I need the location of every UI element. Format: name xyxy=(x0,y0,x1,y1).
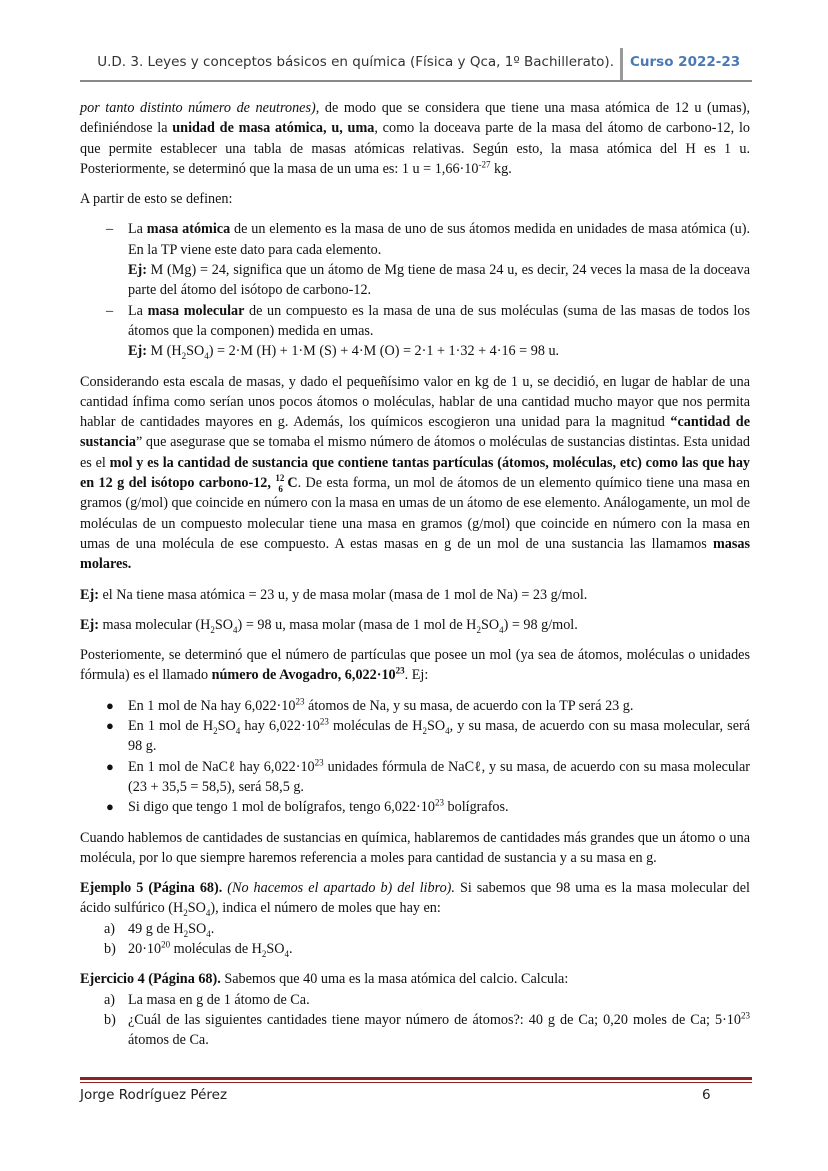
text-bold: masas molares. xyxy=(80,535,750,573)
avogadro-examples-list xyxy=(80,696,750,818)
text: Posteriomente, se determinó que el número de partículas que posee un mol (ya sea de átomos, moléculas o unidades fórmula) es el llamado xyxy=(80,647,750,684)
paragraph-summary: Cuando hablemos de cantidades de sustancias en química, hablaremos de cantidades más grandes que un átomo o una molécula, por lo que siempre haremos referencia a moles para cantidad de sustancia y a su masa en g. xyxy=(80,829,750,866)
text: La masa en g de 1 átomo de Ca. xyxy=(128,991,310,1008)
superscript: 20 xyxy=(161,939,171,950)
item-label: a) xyxy=(104,991,116,1008)
text: Sabemos que 40 uma es la masa atómica del calcio. Calcula: xyxy=(220,971,569,988)
superscript: 23 xyxy=(741,1010,750,1021)
bullet-icon: ● xyxy=(106,799,114,815)
text: Si digo que tengo 1 mol de bolígrafos, tengo 6,022·10 xyxy=(128,799,435,816)
superscript: 23 xyxy=(314,756,324,767)
text: 20·10 xyxy=(128,940,162,957)
footer-rule-thin xyxy=(80,1082,752,1083)
list-item-atomic-mass xyxy=(80,219,750,300)
text: En 1 mol de NaCℓ hay 6,022·10 xyxy=(128,758,315,775)
text: moléculas de H xyxy=(170,940,262,957)
text: SO xyxy=(480,616,500,633)
list-item-molecular-mass xyxy=(80,301,750,362)
isotope-notation xyxy=(275,473,287,495)
subscript: 4 xyxy=(499,624,504,635)
bullet-icon: ● xyxy=(106,718,114,734)
text: . De esta forma, un mol de átomos de un elemento químico tiene una masa en gramos (g/mol) que coincide en número con la masa en umas de un átomo de ese elemento. Análogamente, un mol de moléculas de un compuesto molecular tiene una masa en gramos (g/mol) que coincide en número con la masa en umas de una molécula de ese compuesto. A estas masas en g de un mol de una sustancia las llamamos xyxy=(80,475,751,552)
subscript: 2 xyxy=(210,624,215,635)
text-bold: masa atómica xyxy=(146,221,231,238)
subscript: 4 xyxy=(204,351,209,362)
item-label: b) xyxy=(104,940,116,957)
text-bold: Ejercicio 4 (Página 68). xyxy=(80,971,221,988)
isotope-number: 6 xyxy=(278,484,283,495)
subscript: 4 xyxy=(205,908,211,919)
text: de un compuesto es la masa de una de sus moléculas (suma de las masas de todos los átomos que la componen) medida en umas. xyxy=(128,302,750,339)
subscript: 2 xyxy=(181,351,187,362)
subscript: 2 xyxy=(476,624,481,635)
example-label: Ej: xyxy=(128,262,147,279)
list-item xyxy=(80,696,750,716)
text: La xyxy=(128,302,148,319)
text: , de modo que se considera que tiene una masa atómica de 12 u (umas), definiéndose la xyxy=(80,100,750,137)
paragraph-avogadro xyxy=(80,645,750,686)
bullet-icon: ● xyxy=(106,697,114,713)
superscript: 23 xyxy=(395,665,405,676)
item-label: b) xyxy=(104,1011,116,1028)
list-item xyxy=(80,716,750,757)
list-item xyxy=(80,1010,750,1051)
text: En 1 mol de Na hay 6,022·10 xyxy=(128,697,296,714)
example-label: Ej: xyxy=(80,586,99,603)
example-5-list xyxy=(80,919,750,960)
bullet-icon: ● xyxy=(106,758,114,774)
superscript: 23 xyxy=(434,797,444,808)
header-rule xyxy=(80,80,752,82)
text: SO xyxy=(426,718,446,735)
text: , como la doceava parte de la masa del átomo de carbono-12, lo que permite establecer una tabla de masas atómicas relativas. Según esto, la masa atómica del H es 1 u. Posteriormente, se determinó que la masa de un uma es: 1 u = 1,66·10 xyxy=(80,120,750,177)
text: . xyxy=(289,940,293,957)
header-separator xyxy=(620,48,623,82)
text: átomos de Na, y su masa, de acuerdo con la TP será 23 g. xyxy=(304,697,634,714)
text: unidades fórmula de NaCℓ, y su masa, de acuerdo con su masa molecular (23 + 35,5 = 58,5), será 58,5 g. xyxy=(128,758,751,795)
text-italic: por tanto distinto número de neutrones) xyxy=(80,100,316,116)
subscript: 2 xyxy=(213,725,218,736)
paragraph-example-h2so4 xyxy=(80,615,750,635)
definitions-list xyxy=(80,219,750,361)
text: kg. xyxy=(490,160,512,177)
text: La xyxy=(128,221,147,238)
superscript: 23 xyxy=(295,695,305,706)
text: SO xyxy=(186,343,205,360)
text: M (H xyxy=(146,343,182,360)
subscript: 4 xyxy=(235,725,241,736)
footer-author: Jorge Rodríguez Pérez xyxy=(80,1087,228,1103)
text: SO xyxy=(217,718,236,735)
text: , y su masa, de acuerdo con su masa molecular, será 98 g. xyxy=(128,718,751,755)
subscript: 4 xyxy=(233,624,238,635)
list-item xyxy=(80,990,750,1010)
footer-rule xyxy=(80,1077,752,1080)
text: ) = 98 u, masa molar (masa de 1 mol de H xyxy=(237,616,477,633)
text: ” que asegurase que se tomaba el mismo número de átomos o moléculas de sustancias distintas. Esta unidad es el xyxy=(80,434,750,471)
text: . xyxy=(210,920,215,937)
subscript: 2 xyxy=(422,725,427,736)
text: Si sabemos que 98 uma es la masa molecular del ácido sulfúrico (H xyxy=(80,880,750,917)
text: átomos de Ca. xyxy=(128,1032,209,1049)
subscript: 4 xyxy=(206,928,211,939)
text: SO xyxy=(188,920,207,937)
exercise-4-list xyxy=(80,990,750,1051)
text: ), indica el número de moles que hay en: xyxy=(210,900,441,917)
subscript: 2 xyxy=(183,928,189,939)
page-number: 6 xyxy=(702,1087,711,1103)
text: moléculas de H xyxy=(328,718,423,735)
page-content xyxy=(80,98,750,1060)
superscript: -27 xyxy=(478,159,491,170)
text-italic: (No hacemos el apartado b) del libro). xyxy=(222,880,455,897)
text-bold: “cantidad de sustancia xyxy=(80,414,750,451)
text: 49 g de H xyxy=(128,920,184,937)
text: ¿Cuál de las siguientes cantidades tiene mayor número de átomos?: 40 g de Ca; 0,20 moles de Ca; 5·10 xyxy=(128,1011,741,1028)
text: ) = 2·M (H) + 1·M (S) + 4·M (O) = 2·1 + 1·32 + 4·16 = 98 u. xyxy=(208,343,560,360)
page-header xyxy=(0,48,828,80)
list-item xyxy=(80,757,750,798)
example-5-heading xyxy=(80,878,750,919)
text: Considerando esta escala de masas, y dado el pequeñísimo valor en kg de 1 u, se decidió, en lugar de hablar de una cantidad ínfima como serían unos pocos átomos o moléculas, hablar de una cantidad mucho mayor que nos permita hablar de cantidades mayores en g. Además, los químicos escogieron una unidad para la magnitud xyxy=(80,373,750,431)
text: ) = 98 g/mol. xyxy=(503,616,578,633)
list-item xyxy=(80,939,750,959)
item-label: a) xyxy=(104,920,116,937)
superscript: 23 xyxy=(319,716,329,727)
text-bold: masa molecular xyxy=(147,302,245,319)
text: M (Mg) = 24, significa que un átomo de Mg tiene de masa 24 u, es decir, 24 veces la masa de la doceava parte del átomo del isótopo de carbono-12. xyxy=(128,262,750,299)
exercise-4-heading xyxy=(80,969,750,989)
text: En 1 mol de H xyxy=(128,718,214,735)
text-bold: número de Avogadro, 6,022·10 xyxy=(211,667,396,684)
isotope-mass: 12 xyxy=(275,473,285,484)
list-item xyxy=(80,919,750,939)
text: de un elemento es la masa de uno de sus átomos medida en unidades de masa atómica (u). En la TP viene este dato para cada elemento. xyxy=(128,221,750,258)
dash-marker: – xyxy=(106,221,114,238)
text: SO xyxy=(266,940,285,957)
text: el Na tiene masa atómica = 23 u, y de masa molar (masa de 1 mol de Na) = 23 g/mol. xyxy=(98,586,588,603)
paragraph-mol-definition xyxy=(80,372,750,575)
isotope-symbol: C xyxy=(287,475,298,492)
text-bold: Ejemplo 5 (Página 68). xyxy=(80,880,223,897)
dash-marker: – xyxy=(106,302,114,319)
text: SO xyxy=(187,900,206,917)
paragraph-intro-definitions: A partir de esto se definen: xyxy=(80,191,233,208)
text: hay 6,022·10 xyxy=(240,718,320,735)
text: . Ej: xyxy=(404,667,429,684)
text-bold: mol y es la cantidad de sustancia que contiene tantas partículas (átomos, moléculas, etc) como las que hay en 12 g del isótopo carbono-12, xyxy=(80,454,751,492)
subscript: 2 xyxy=(183,908,188,919)
header-title: U.D. 3. Leyes y conceptos básicos en química (Física y Qca, 1º Bachillerato). xyxy=(97,54,614,70)
paragraph-example-na xyxy=(80,585,750,605)
subscript: 4 xyxy=(445,725,450,736)
text: masa molecular (H xyxy=(98,616,211,633)
header-course: Curso 2022-23 xyxy=(630,54,741,70)
text-bold: unidad de masa atómica, u, uma xyxy=(172,120,375,137)
example-label: Ej: xyxy=(128,343,147,360)
subscript: 2 xyxy=(261,948,267,959)
text: SO xyxy=(214,616,234,633)
subscript: 4 xyxy=(284,948,290,959)
example-label: Ej: xyxy=(80,616,99,633)
paragraph-uma-definition xyxy=(80,98,750,179)
list-item xyxy=(80,797,750,817)
text: bolígrafos. xyxy=(443,799,509,816)
